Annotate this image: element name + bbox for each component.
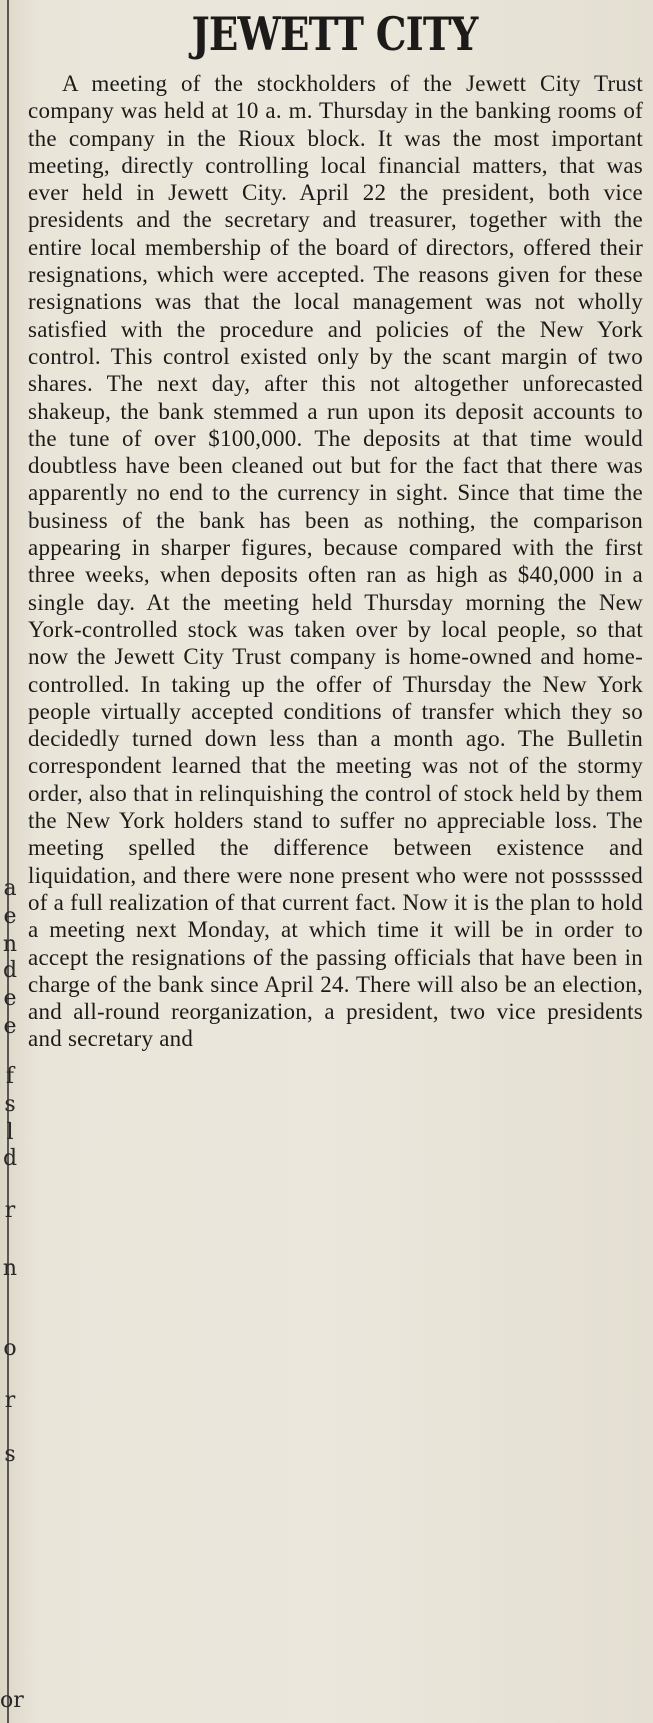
margin-fragment: s (4, 1442, 16, 1467)
margin-fragment: e (3, 986, 17, 1011)
margin-fragment: o (3, 1336, 17, 1361)
margin-fragment: d (2, 958, 18, 983)
margin-fragment: l (6, 1120, 14, 1145)
article-headline: JEWETT CITY (191, 7, 478, 61)
article-body: A meeting of the stockholders of the Jewett City Trust company was held at 10 a. m. Thursday in the banking rooms of the company in the Rioux block. It was the most important meeting, directly controlling local financial matters, that was ever held in Jewett City. April 22 the president, both vice presidents and the secretary and treasurer, together with the entire local membership of the board of directors, offered their resignations, which were accepted. The reasons given for these resignations was that the local management was not wholly satisfied with the procedure and policies of the New York control. This control existed only by the scant margin of two shares. The next day, after this not altogether unforecasted shakeup, the bank stemmed a run upon its deposit accounts to the tune of over $100,000. The deposits at that time would doubtless have been cleaned out but for the fact that there was apparently no end to the currency in sight. Since that time the business of the bank has been as nothing, the comparison appearing in sharper figures, because compared with the first three weeks, when deposits often ran as high as $40,000 in a single day. At the meeting held Thursday morning the New York-controlled stock was taken over by local people, so that now the Jewett City Trust company is home-owned and home-controlled. In taking up the offer of Thursday the New York people virtually accepted conditions of transfer which they so decidedly turned down less than a month ago. The Bulletin correspondent learned that the meeting was not of the stormy order, also that in relinquishing the control of stock held by them the New York holders stand to suffer no appreciable loss. The meeting spelled the difference between existence and liquidation, and there were none present who were not posssssed of a full realization of that current fact. Now it is the plan to hold a meeting next Monday, at which time it will be in order to accept the resignations of the passing officials that have been in charge of the bank since April 24. There will also be an election, and all-round reorganization, a president, two vice presidents and secretary and (28, 71, 643, 1052)
margin-fragment: a (3, 876, 17, 901)
news-article (22, 0, 647, 1053)
margin-fragment: r (4, 1198, 16, 1223)
margin-fragment: d (2, 1146, 18, 1171)
margin-fragment: n (2, 1256, 18, 1281)
margin-fragment: r (4, 1388, 16, 1413)
margin-fragment: e (3, 1014, 17, 1039)
margin-fragment: e (3, 904, 17, 929)
margin-fragment: or (0, 1688, 24, 1713)
adjacent-column-fragments (0, 0, 22, 1723)
margin-fragment: f (5, 1064, 15, 1089)
margin-fragment: n (2, 932, 18, 957)
margin-fragment: s (4, 1092, 16, 1117)
